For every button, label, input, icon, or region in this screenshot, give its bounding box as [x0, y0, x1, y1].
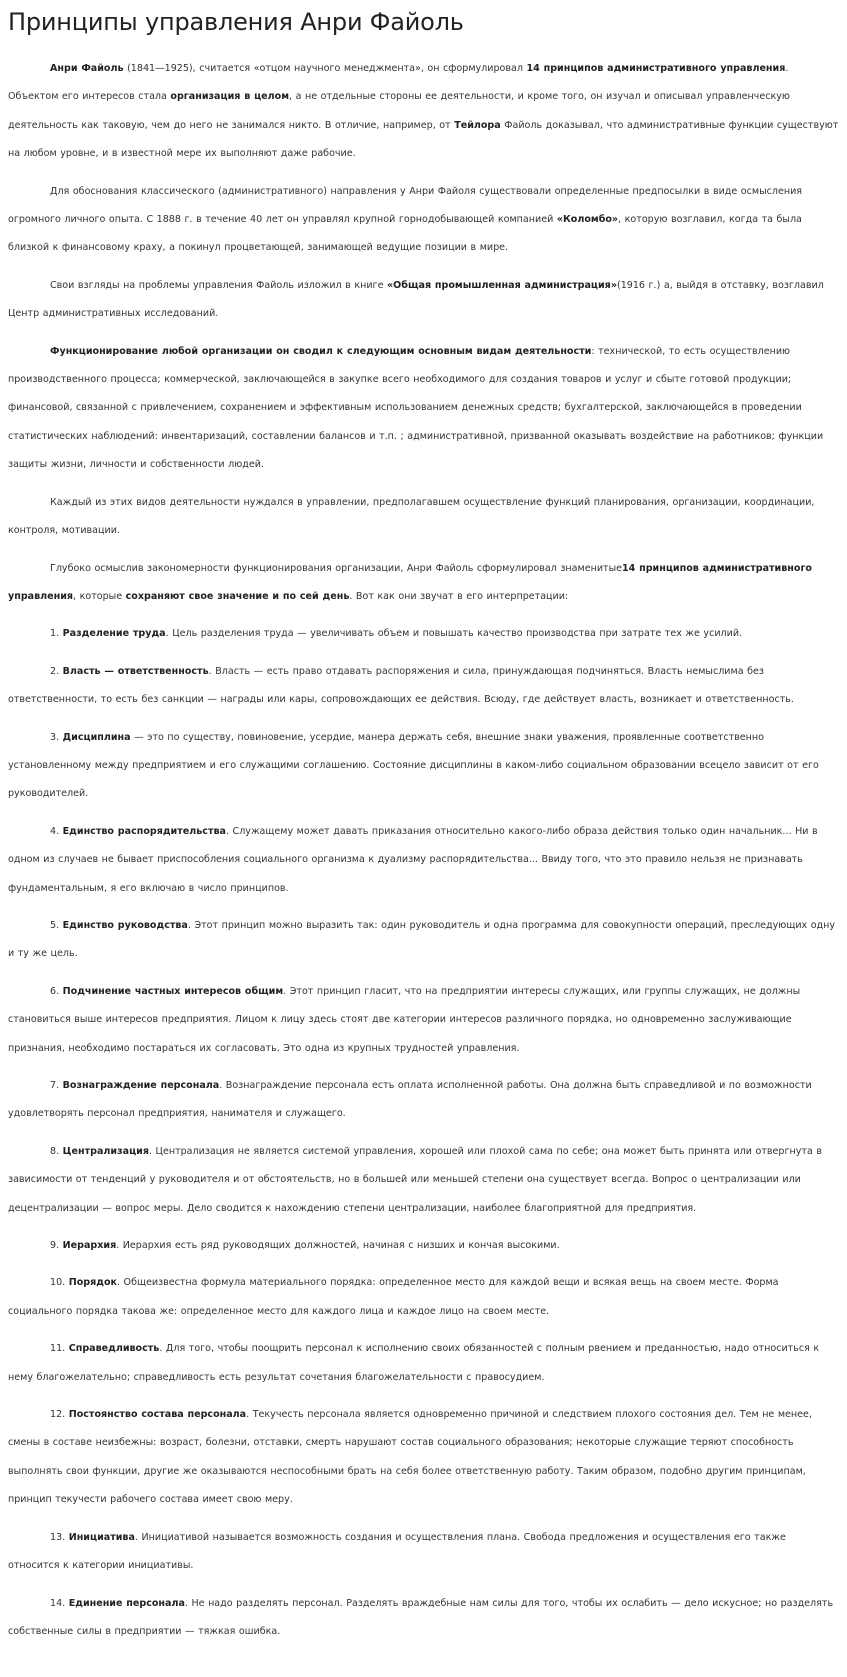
paragraph: [8, 818, 839, 903]
paragraph: [8, 272, 839, 329]
paragraph: [8, 620, 839, 648]
text-run: . Централизация не является системой управления, хорошей или плохой сама по себе; она может быть принята или отвергнута в зависимости от тенденций у руководителя и от обстоятельств, но в большей или меньшей степени она существует всегда. Вопрос о централизации или децентрализации — вопрос меры. Дело сводится к нахождению степени централизации, наиболее благоприятной для предприятия.: [8, 1145, 822, 1214]
bold-text: сохраняют свое значение и по сей день: [125, 590, 350, 602]
paragraph: [8, 555, 839, 612]
bold-text: Постоянство состава персонала: [68, 1409, 247, 1421]
text-run: . Общеизвестна формула материального порядка: определенное место для каждой вещи и всякая вещь на своем месте. Форма социального порядка такова же: определенное место для каждого лица и каждое лицо на своем месте.: [8, 1277, 779, 1317]
bold-text: Единство распорядительства: [62, 825, 226, 837]
text-run: Глубоко осмыслив закономерности функционирования организации, Анри Файоль сформулировал знаменитые: [50, 562, 623, 574]
bold-text: Единство руководства: [62, 919, 188, 931]
text-run: (1841—1925), считается «отцом научного менеджмента», он сформулировал: [123, 63, 527, 74]
text-run: 4.: [50, 825, 63, 837]
bold-text: Дисциплина: [62, 731, 131, 743]
text-run: 14.: [50, 1597, 69, 1609]
text-run: 8.: [50, 1145, 63, 1157]
text-run: . Для того, чтобы поощрить персонал к исполнению своих обязанностей с полным рвением и преданностью, надо относиться к нему благожелательно; справедливость есть результат сочетания благожелательности с правосудием.: [8, 1343, 820, 1383]
paragraph: [8, 912, 839, 969]
bold-text: 14 принципов административного управления: [8, 562, 812, 602]
text-run: . Этот принцип гласит, что на предприятии интересы служащих, или группы служащих, не должны становиться выше интересов предприятия. Лицом к лицу здесь стоят две категории интересов различного порядка, но одновременно заслуживающие признания, необходимо постараться их согласовать. Это одна из крупных трудностей управления.: [8, 985, 801, 1054]
paragraph: [8, 1232, 839, 1260]
text-run: 1.: [50, 628, 63, 640]
text-run: , которую возглавил, когда та была близкой к финансовому краху, а покинул процветающей, занимающей ведущие позиции в мире.: [8, 214, 802, 254]
text-run: . Этот принцип можно выразить так: один руководитель и одна программа для совокупности операций, преследующих одну и ту же цель.: [8, 919, 836, 960]
paragraph: [8, 55, 839, 169]
text-run: Каждый из этих видов деятельности нуждался в управлении, предполагавшем осуществление функций планирования, организации, координации, контроля, мотивации.: [8, 496, 815, 537]
bold-text: 14 принципов административного управления: [526, 63, 786, 74]
paragraph: [8, 1590, 839, 1647]
paragraph: [8, 1138, 839, 1223]
text-run: 2.: [50, 665, 63, 677]
text-run: . Цель разделения труда — увеличивать объем и повышать качество производства при затрате тех же усилий.: [165, 628, 743, 640]
paragraph: [8, 178, 839, 263]
paragraph: [8, 978, 839, 1063]
bold-text: Разделение труда: [62, 628, 166, 640]
paragraph: [8, 1335, 839, 1392]
text-run: 12.: [50, 1409, 69, 1421]
text-run: , а не отдельные стороны ее деятельности, и кроме того, он изучал и описывал управленческую деятельность как таковую, чем до него не занимался никто. В отличие, например, от: [8, 91, 790, 131]
text-run: . Вознаграждение персонала есть оплата исполненной работы. Она должна быть справедливой и по возможности удовлетворять персонал предприятия, нанимателя и служащего.: [8, 1080, 812, 1120]
paragraph: [8, 1269, 839, 1326]
text-run: . Инициативой называется возможность создания и осуществления плана. Свобода предложения и осуществления его также относится к категории инициативы.: [8, 1531, 786, 1572]
bold-text: Власть — ответственность: [62, 665, 209, 677]
bold-text: Справедливость: [68, 1343, 160, 1355]
text-run: 6.: [50, 985, 63, 997]
text-run: 5.: [50, 919, 63, 931]
paragraph: [8, 658, 839, 715]
paragraph: [8, 724, 839, 809]
article-body: [8, 55, 839, 1646]
bold-text: Иерархия: [62, 1240, 117, 1252]
paragraph: [8, 1524, 839, 1581]
bold-text: «Общая промышленная администрация»: [387, 279, 617, 291]
bold-text: Подчинение частных интересов общим: [62, 985, 284, 997]
paragraph: [8, 338, 839, 480]
text-run: . Текучесть персонала является одновременно причиной и следствием плохого состояния дел. Тем не менее, смены в составе неизбежны: возраст, болезни, отставки, смерть нарушают состав социального образования; некоторые служащие теряют способность выполнять свои функции, другие же оказываются неспособными брать на себя более ответственную работу. Таким образом, подобно другим принципам, принцип текучести рабочего состава имеет свою меру.: [8, 1409, 812, 1506]
bold-text: Порядок: [68, 1277, 117, 1289]
text-run: Свои взгляды на проблемы управления Файоль изложил в книге: [50, 279, 387, 291]
text-run: . Служащему может давать приказания относительно какого-либо образа действия только один начальник... Ни в одном из случаев не бывает приспособления социального организма к дуализму распорядительства... Ввиду того, что это правило нельзя не признавать фундаментальным, я его включаю в число принципов.: [8, 825, 818, 894]
text-run: 7.: [50, 1080, 63, 1091]
bold-text: Вознаграждение персонала: [62, 1080, 220, 1091]
bold-text: Единение персонала: [68, 1597, 185, 1609]
text-run: — это по существу, повиновение, усердие, манера держать себя, внешние знаки уважения, проявленные соответственно установленному между предприятием и его служащими соглашению. Состояние дисциплины в каком-либо социальном образовании всецело зависит от его руководителей.: [8, 731, 819, 800]
text-run: . Власть — есть право отдавать распоряжения и сила, принуждающая подчиняться. Власть немыслима без ответственности, то есть без санкции — награды или кары, сопровождающих ее действия. Всюду, где действует власть, возникает и ответственность.: [8, 665, 794, 706]
bold-text: организация в целом: [170, 91, 289, 103]
text-run: . Вот как они звучат в его интерпретации:: [349, 590, 569, 602]
paragraph: [8, 489, 839, 546]
text-run: . Иерархия есть ряд руководящих должностей, начиная с низших и кончая высокими.: [116, 1240, 560, 1252]
page-title: Принципы управления Анри Файоль: [8, 8, 464, 36]
text-run: 9.: [50, 1240, 63, 1252]
text-run: , которые: [73, 590, 126, 602]
text-run: 3.: [50, 731, 63, 743]
bold-text: Тейлора: [454, 119, 501, 131]
paragraph: [8, 1401, 839, 1515]
text-run: 13.: [50, 1531, 69, 1543]
text-run: (1916 г.) а, выйдя в отставку, возглавил Центр административных исследований.: [8, 279, 824, 320]
bold-text: Централизация: [62, 1145, 149, 1157]
bold-text: Инициатива: [68, 1531, 135, 1543]
text-run: Файоль доказывал, что административные функции существуют на любом уровне, и в известной мере их выполняют даже рабочие.: [8, 119, 839, 160]
bold-text: Анри Файоль: [50, 63, 124, 74]
bold-text: Функционирование любой организации он сводил к следующим основным видам деятельности: [50, 345, 592, 357]
text-run: 10.: [50, 1277, 69, 1289]
paragraph: [8, 1072, 839, 1129]
text-run: . Не надо разделять персонал. Разделять враждебные нам силы для того, чтобы их ослабить — дело искусное; но разделять собственные силы в предприятии — тяжкая ошибка.: [8, 1597, 834, 1637]
text-run: : технической, то есть осуществлению производственного процесса; коммерческой, заключающейся в закупке всего необходимого для создания товаров и услуг и сбыте готовой продукции; финансовой, связанной с привлечением, сохранением и эффективным использованием денежных средств; бухгалтерской, заключающейся в проведении статистических наблюдений: инвентаризаций, составлении балансов и т.п. ; административной, призванной оказывать воздействие на работников; функции защиты жизни, личности и собственности людей.: [8, 345, 824, 471]
bold-text: «Коломбо»: [556, 214, 619, 226]
text-run: . Объектом его интересов стала: [8, 63, 789, 103]
text-run: 11.: [50, 1343, 69, 1355]
text-run: Для обоснования классического (административного) направления у Анри Файоля существовали определенные предпосылки в виде осмысления огромного личного опыта. С 1888 г. в течение 40 лет он управлял крупной горнодобывающей компанией: [8, 185, 803, 226]
